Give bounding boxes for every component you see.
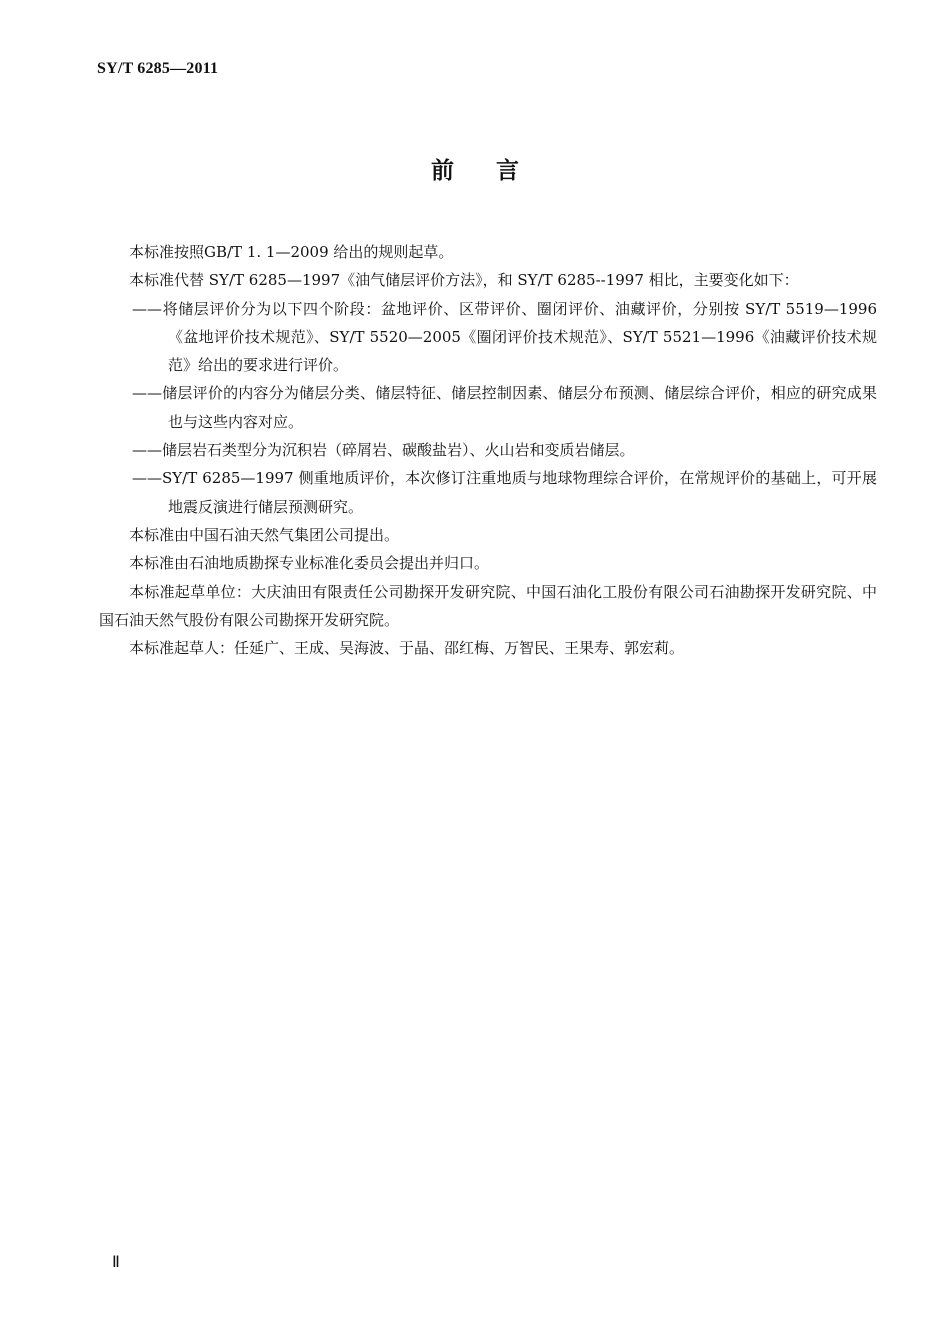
- standard-code: SY/T 6285—2011: [97, 60, 219, 77]
- change-item-stages: ——将储层评价分为以下四个阶段：盆地评价、区带评价、圈闭评价、油藏评价，分别按 SY/T 5519—1996《盆地评价技术规范》、SY/T 5520—2005《圈闭评价技术规范》、SY/T 5521—1996《油藏评价技术规范》给出的要求进行评价。: [132, 299, 877, 375]
- paragraph-drafters: 本标准起草人：任延广、王成、吴海波、于晶、邵红梅、万智民、王果寿、郭宏莉。: [129, 639, 685, 658]
- paragraph-proposer: 本标准由中国石油天然气集团公司提出。: [129, 525, 400, 544]
- document-body: [99, 238, 877, 662]
- page-title: 前言: [431, 158, 561, 184]
- paragraph-replacement: 本标准代替 SY/T 6285—1997《油气储层评价方法》，和 SY/T 6285--1997 相比，主要变化如下：: [129, 271, 799, 290]
- change-item-content: ——储层评价的内容分为储层分类、储层特征、储层控制因素、储层分布预测、储层综合评价，相应的研究成果也与这些内容对应。: [132, 384, 877, 431]
- paragraph-drafting-units: 本标准起草单位：大庆油田有限责任公司勘探开发研究院、中国石油化工股份有限公司石油勘探开发研究院、中国石油天然气股份有限公司勘探开发研究院。: [99, 582, 877, 629]
- change-item-evaluation: ——SY/T 6285—1997 侧重地质评价，本次修订注重地质与地球物理综合评价，在常规评价的基础上，可开展地震反演进行储层预测研究。: [132, 469, 877, 516]
- page-number: Ⅱ: [112, 1254, 120, 1271]
- change-item-rock-types: ——储层岩石类型分为沉积岩（碎屑岩、碳酸盐岩）、火山岩和变质岩储层。: [132, 441, 635, 460]
- paragraph-drafting-rules: 本标准按照GB/T 1. 1—2009 给出的规则起草。: [129, 243, 454, 261]
- paragraph-committee: 本标准由石油地质勘探专业标准化委员会提出并归口。: [129, 554, 490, 573]
